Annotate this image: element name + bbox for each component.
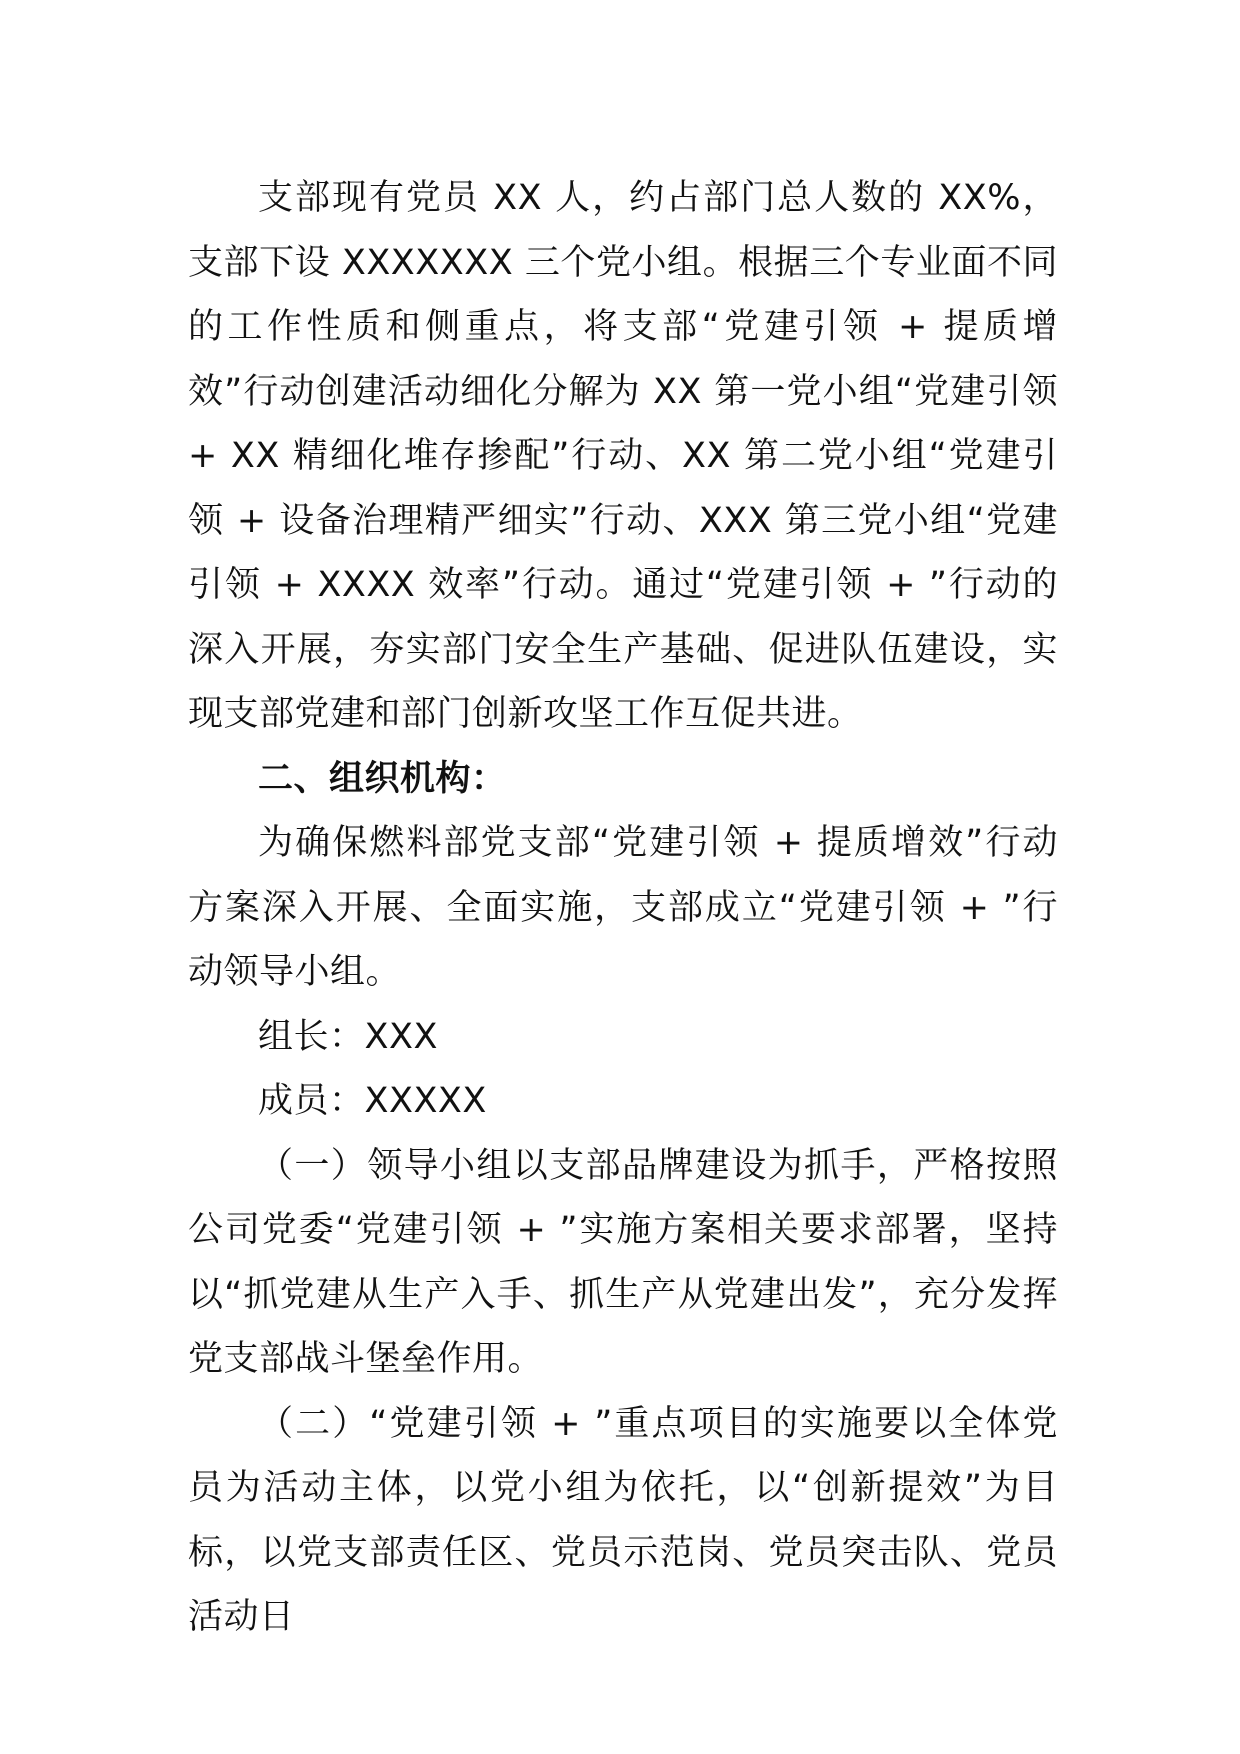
paragraph-branch-overview: 支部现有党员 XX 人，约占部门总人数的 XX%，支部下设 XXXXXXX 三个党小组。根据三个专业面不同的工作性质和侧重点，将支部“党建引领 + 提质增效”行动创建活动细化分解为 XX 第一党小组“党建引领 + XX 精细化堆存掺配”行动、XX 第二党小组“党建引领 + 设备治理精严细实”行动、XXX 第三党小组“党建引领 + XXXX 效率”行动。通过“党建引领 + ”行动的深入开展，夯实部门安全生产基础、促进队伍建设，实现支部党建和部门创新攻坚工作互促共进。 <box>188 178 1058 734</box>
paragraph-group-leader: 组长：XXX <box>258 1016 438 1057</box>
document-body <box>188 166 1058 1650</box>
section-heading-organization: 二、组织机构： <box>258 758 507 799</box>
paragraph-group-members: 成员：XXXXX <box>258 1081 487 1121</box>
paragraph-leading-group: 为确保燃料部党支部“党建引领 + 提质增效”行动方案深入开展、全面实施，支部成立“党建引领 + ”行动领导小组。 <box>188 823 1058 992</box>
paragraph-item-one: （一）领导小组以支部品牌建设为抓手，严格按照公司党委“党建引领 + ”实施方案相关要求部署，坚持以“抓党建从生产入手、抓生产从党建出发”，充分发挥党支部战斗堡垒作用。 <box>188 1145 1058 1379</box>
paragraph-item-two: （二）“党建引领 + ”重点项目的实施要以全体党员为活动主体，以党小组为依托，以“创新提效”为目标，以党支部责任区、党员示范岗、党员突击队、党员活动日 <box>188 1403 1058 1637</box>
